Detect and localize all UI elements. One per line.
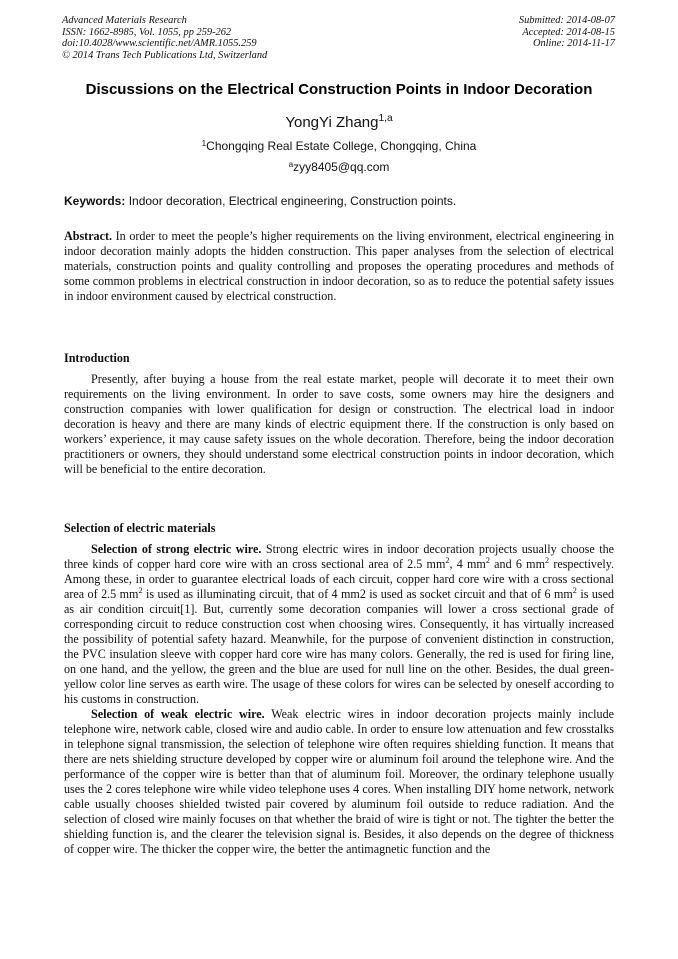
affiliation-text: Chongqing Real Estate College, Chongqing, China bbox=[206, 139, 477, 153]
keywords-label: Keywords: bbox=[64, 194, 126, 208]
superscript: 2 bbox=[544, 556, 550, 566]
superscript: 2 bbox=[485, 556, 490, 566]
introduction-paragraph bbox=[64, 372, 614, 477]
strong-wire-text-4: respectively. Among these, in order to guarantee electrical loads of each circuit, copper hard core wire with a cross sectional area of 2.5 mm bbox=[64, 557, 614, 601]
keywords bbox=[64, 193, 624, 209]
author bbox=[0, 113, 678, 133]
strong-wire-text-3: and 6 mm bbox=[489, 557, 545, 571]
strong-wire-text-1: Strong electric wires in indoor decoration projects usually choose the three kinds of copper hard core wire with an cross sectional area of 2.5 mm bbox=[64, 542, 614, 571]
email-sup: a bbox=[288, 159, 294, 169]
superscript: 2 bbox=[572, 586, 577, 596]
strong-wire-text-5: is used as illuminating circuit, that of 4 mm2 is used as socket circuit and that of 6 mm bbox=[142, 587, 573, 601]
abstract bbox=[64, 229, 614, 304]
introduction-heading: Introduction bbox=[64, 351, 130, 365]
online-date: Online: 2014-11-17 bbox=[532, 38, 615, 49]
paper-title: Discussions on the Electrical Construction Points in Indoor Decoration bbox=[85, 81, 593, 98]
author-name: YongYi Zhang bbox=[285, 114, 379, 131]
introduction-text: Presently, after buying a house from the real estate market, people will decorate it to meet their own requirements on the living environment. In order to save costs, some owners may hire the designers and construction companies with lower qualification for design or construction. The electrical load in indoor decoration is heavy and there are many kinds of electric equipment there. If the construction is only based on workers’ experience, it may cause safety issues on the whole decoration. Therefore, being the indoor decoration practitioners or owners, they should understand some electrical construction points in indoor decoration, which will be beneficial to the entire decoration. bbox=[64, 372, 614, 476]
journal-info bbox=[62, 15, 267, 61]
keywords-text: Indoor decoration, Electrical engineering, Construction points. bbox=[125, 194, 457, 208]
weak-wire-label: Selection of weak electric wire. bbox=[91, 707, 265, 721]
journal-name: Advanced Materials Research bbox=[62, 15, 187, 26]
superscript: 2 bbox=[445, 556, 450, 566]
weak-wire-paragraph bbox=[64, 707, 614, 857]
affiliation-sup: 1 bbox=[201, 138, 207, 148]
copyright-line: © 2014 Trans Tech Publications Ltd, Switzerland bbox=[62, 49, 268, 61]
doi-line: doi:10.4028/www.scientific.net/AMR.1055.259 bbox=[62, 38, 257, 49]
abstract-text: In order to meet the people’s higher requirements on the living environment, electrical engineering in indoor decoration mainly adopts the hidden construction. This paper analyses from the selection of electrical materials, construction points and quality controlling and proposes the operating procedures and methods of some common problems in electrical construction in indoor decoration, so as to reduce the potential safety issues in indoor environment caused by electrical construction. bbox=[64, 229, 614, 303]
submission-dates bbox=[519, 15, 615, 50]
superscript: 2 bbox=[138, 586, 143, 596]
submitted-date: Submitted: 2014-08-07 bbox=[518, 15, 615, 26]
strong-wire-text-6: is used as air condition circuit[1]. But, currently some decoration companies will lower a cross sectional grade of corresponding circuit to reduce construction cost when choosing wires. Consequently, it has virtually increased the possibility of potential safety hazard. Meanwhile, for the purpose of convenient distinction in construction, the PVC insulation sleeve with copper hard core wire has many colors. Generally, the red is used for firing line, on one hand, and the yellow, the green and the blue are used for null line on the other. Besides, the dual green-yellow color line serves as earth wire. The usage of these colors for wires can be selected by oneself according to his customs in construction. bbox=[64, 587, 614, 706]
issn-line: ISSN: 1662-8985, Vol. 1055, pp 259-262 bbox=[62, 26, 232, 38]
email-text: zyy8405@qq.com bbox=[293, 160, 390, 174]
affiliation bbox=[0, 138, 678, 154]
author-email bbox=[0, 159, 678, 175]
selection-heading: Selection of electric materials bbox=[64, 521, 216, 535]
strong-wire-label: Selection of strong electric wire. bbox=[91, 542, 262, 556]
weak-wire-text: Weak electric wires in indoor decoration projects mainly include telephone wire, network cable, closed wire and audio cable. In order to ensure low attenuation and few crosstalks in telephone signal transmission, the selection of telephone wire often requires shielding function. It means that there are nets shielding structure developed by copper wire or aluminum foil around the telephone wire. And the performance of the copper wire is better than that of aluminum foil. Moreover, the ordinary telephone usually uses the 2 cores telephone wire while video telephone uses 4 cores. When installing DIY home network, network cable usually chooses shielded twisted pair covered by aluminum foil outside to reduce radiation. And the selection of closed wire mainly focuses on that whether the braid of wire is tight or not. The tighter the better the shielding function is, and the clearer the television signal is. Besides, it also depends on the degree of thickness of copper wire. The thicker the copper wire, the better the antimagnetic function and the bbox=[64, 707, 614, 856]
strong-wire-paragraph bbox=[64, 542, 614, 707]
abstract-label: Abstract. bbox=[64, 229, 113, 243]
strong-wire-text-2: , 4 mm bbox=[449, 557, 486, 571]
author-sup: 1,a bbox=[378, 113, 393, 125]
selection-paragraphs bbox=[64, 542, 614, 857]
accepted-date: Accepted: 2014-08-15 bbox=[522, 26, 615, 38]
